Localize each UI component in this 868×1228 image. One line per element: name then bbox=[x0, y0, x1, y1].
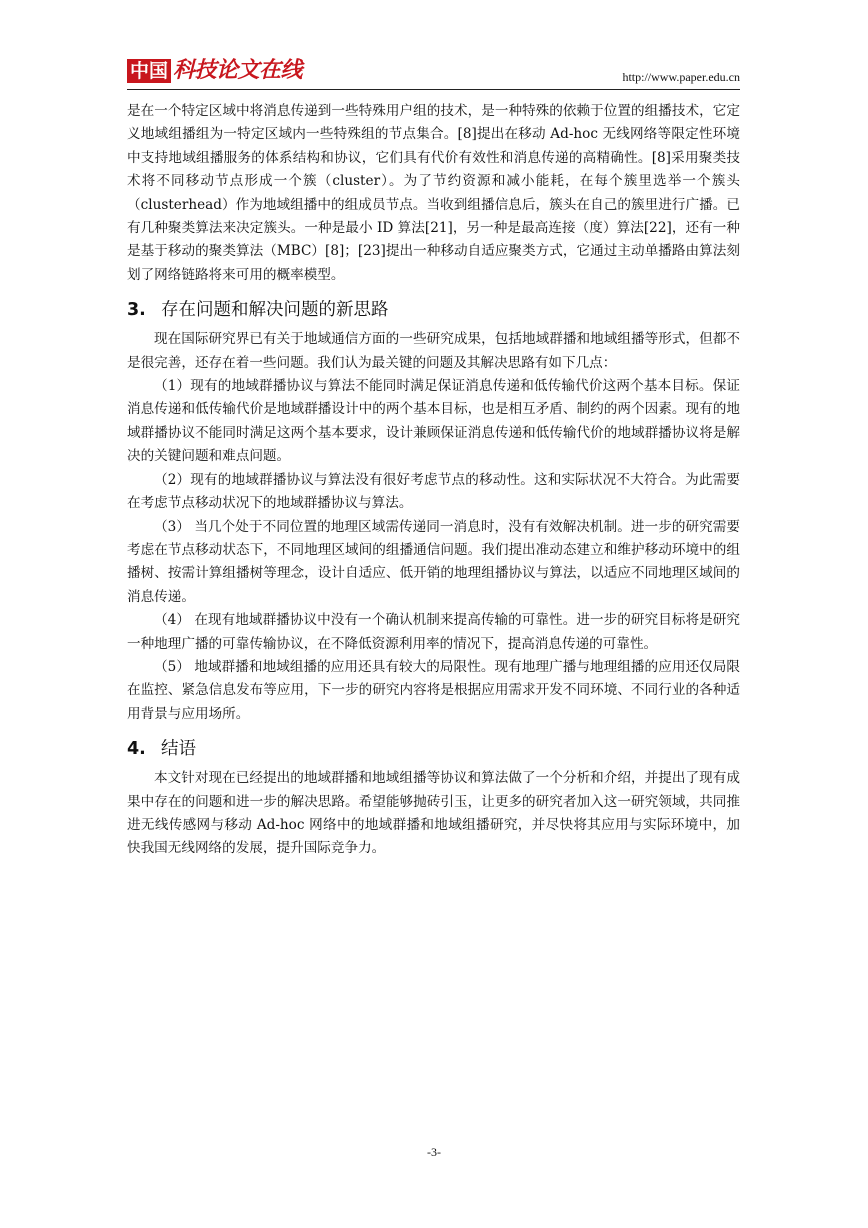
section-3-heading bbox=[127, 298, 740, 322]
section-3-paragraph: （1）现有的地域群播协议与算法不能同时满足保证消息传递和低传输代价这两个基本目标。保证消息传递和低传输代价是地域群播设计中的两个基本目标，也是相互矛盾、制约的两个因素。现有的地域群播协议不能同时满足这两个基本要求，设计兼顾保证消息传递和低传输代价的地域群播协议将是解决的关键问题和难点问题。 bbox=[127, 378, 740, 465]
section-4-number: 4. bbox=[127, 739, 146, 760]
section-3-paragraph: （3） 当几个处于不同位置的地理区域需传递同一消息时，没有有效解决机制。进一步的研究需要考虑在节点移动状态下，不同地理区域间的组播通信问题。我们提出准动态建立和维护移动环境中的组播树、按需计算组播树等理念，设计自适应、低开销的地理组播协议与算法，以适应不同地理区域间的消息传递。 bbox=[127, 518, 740, 605]
header-divider bbox=[127, 89, 740, 90]
section-3-paragraph: （4） 在现有地域群播协议中没有一个确认机制来提高传输的可靠性。进一步的研究目标将是研究一种地理广播的可靠传输协议，在不降低资源利用率的情况下，提高消息传递的可靠性。 bbox=[127, 612, 740, 652]
section-4-title: 结语 bbox=[161, 739, 196, 760]
section-3-title: 存在问题和解决问题的新思路 bbox=[161, 300, 389, 321]
intro-paragraph: 是在一个特定区域中将消息传递到一些特殊用户组的技术，是一种特殊的依赖于位置的组播技术，它定义地域组播组为一特定区域内一些特殊组的节点集合。[8]提出在移动 Ad-hoc 无线网络等限定性环境中支持地域组播服务的体系结构和协议，它们具有代价有效性和消息传递的高精确性。[8]采用聚类技术将不同移动节点形成一个簇（cluster）。为了节约资源和减小能耗，在每个簇里选举一个簇头（clusterhead）作为地域组播中的组成员节点。当收到组播信息后，簇头在自己的簇里进行广播。已有几种聚类算法来决定簇头。一种是最小 ID 算法[21]，另一种是最高连接（度）算法[22]，还有一种是基于移动的聚类算法（MBC）[8]；[23]提出一种移动自适应聚类方式，它通过主动单播路由算法刻划了网络链路将来可用的概率模型。 bbox=[127, 103, 740, 283]
logo-text: 科技论文在线 bbox=[173, 58, 303, 83]
section-3-number: 3. bbox=[127, 300, 146, 321]
header-url[interactable]: http://www.paper.edu.cn bbox=[622, 70, 740, 84]
page-header bbox=[127, 58, 740, 88]
section-3-paragraph: （2）现有的地域群播协议与算法没有很好考虑节点的移动性。这和实际状况不大符合。为此需要在考虑节点移动状况下的地域群播协议与算法。 bbox=[127, 471, 740, 512]
site-logo[interactable] bbox=[127, 58, 302, 84]
section-4-heading bbox=[127, 737, 740, 761]
page-content bbox=[127, 100, 740, 861]
logo-highlight: 中国 bbox=[127, 59, 171, 83]
section-3-paragraph: （5） 地域群播和地域组播的应用还具有较大的局限性。现有地理广播与地理组播的应用还仅局限在监控、紧急信息发布等应用，下一步的研究内容将是根据应用需求开发不同环境、不同行业的各种适用背景与应用场所。 bbox=[127, 658, 740, 722]
page-number: -3- bbox=[427, 1145, 441, 1159]
section-4-paragraph: 本文针对现在已经提出的地域群播和地域组播等协议和算法做了一个分析和介绍，并提出了现有成果中存在的问题和进一步的解决思路。希望能够抛砖引玉，让更多的研究者加入这一研究领域，共同推进无线传感网与移动 Ad-hoc 网络中的地域群播和地域组播研究，并尽快将其应用与实际环境中，加快我国无线网络的发展，提升国际竞争力。 bbox=[127, 770, 740, 857]
section-3-paragraph: 现在国际研究界已有关于地域通信方面的一些研究成果，包括地域群播和地域组播等形式，但都不是很完善，还存在着一些问题。我们认为最关键的问题及其解决思路有如下几点： bbox=[127, 331, 740, 371]
